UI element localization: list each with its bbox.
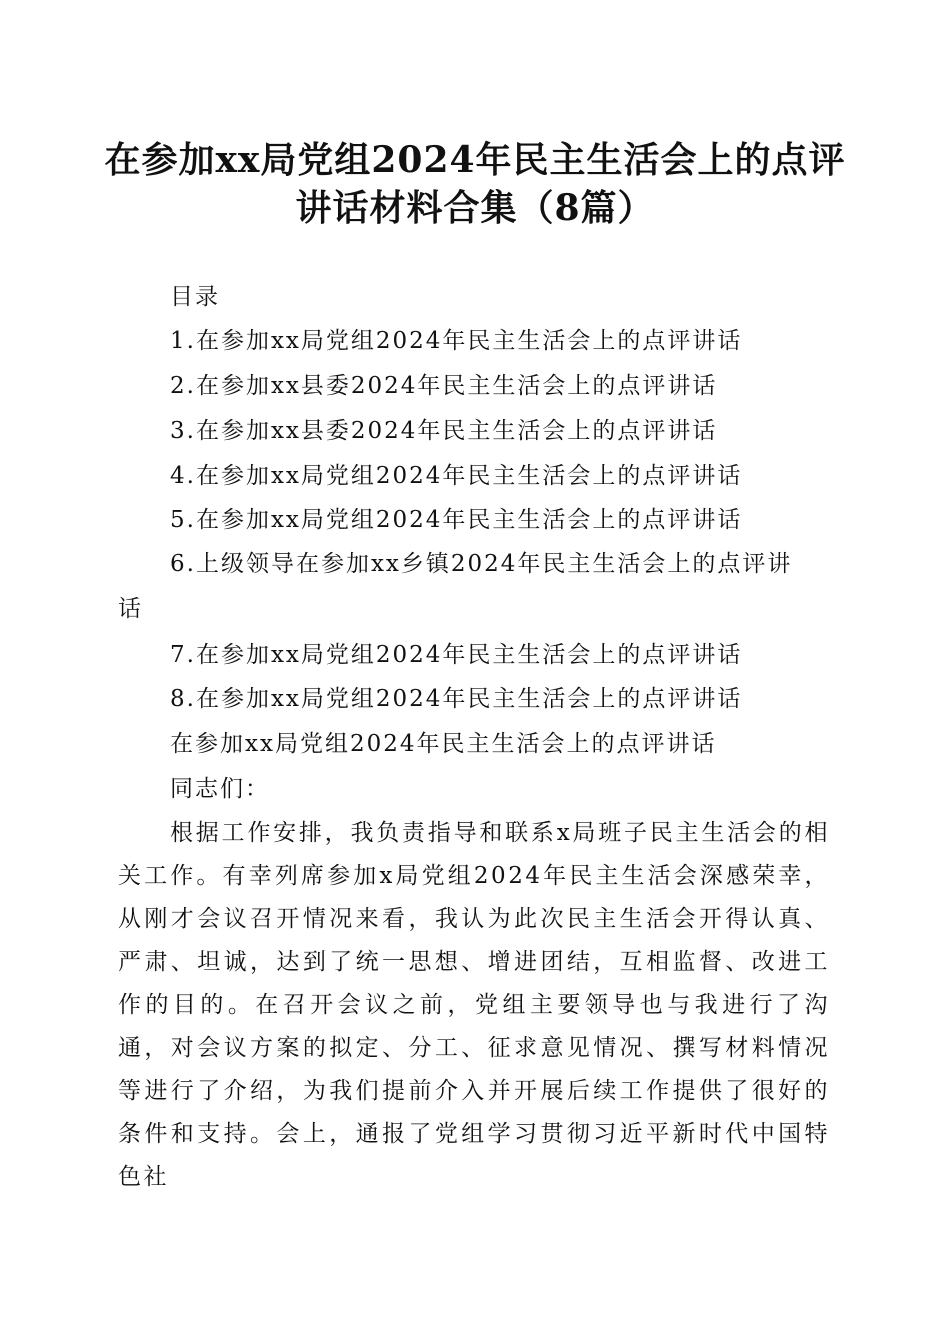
toc-item-2: 2.在参加xx县委2024年民主生活会上的点评讲话: [170, 373, 718, 399]
toc-item-6-continuation: 话: [118, 596, 143, 622]
title-line-2: 讲话材料合集（8篇）: [295, 187, 655, 229]
toc-item-5: 5.在参加xx局党组2024年民主生活会上的点评讲话: [170, 507, 743, 533]
toc-heading: 目录: [170, 284, 220, 310]
toc-item-8: 8.在参加xx局党组2024年民主生活会上的点评讲话: [170, 686, 743, 712]
title-line-1: 在参加xx局党组2024年民主生活会上的点评: [104, 139, 846, 181]
toc-item-4: 4.在参加xx局党组2024年民主生活会上的点评讲话: [170, 463, 743, 489]
document-title: [100, 136, 850, 232]
toc-item-6: 6.上级领导在参加xx乡镇2024年民主生活会上的点评讲: [170, 551, 793, 577]
body-paragraph: 根据工作安排，我负责指导和联系x局班子民主生活会的相关工作。有幸列席参加x局党组2024年民主生活会深感荣幸，从刚才会议召开情况来看，我认为此次民主生活会开得认真、严肃、坦诚，达到了统一思想、增进团结，互相监督、改进工作的目的。在召开会议之前，党组主要领导也与我进行了沟通，对会议方案的拟定、分工、征求意见情况、撰写材料情况等进行了介绍，为我们提前介入并开展后续工作提供了很好的条件和支持。会上，通报了党组学习贯彻习近平新时代中国特色社: [118, 820, 830, 1190]
toc-item-1: 1.在参加xx局党组2024年民主生活会上的点评讲话: [170, 328, 743, 354]
toc-item-7: 7.在参加xx局党组2024年民主生活会上的点评讲话: [170, 642, 743, 668]
toc-item-3: 3.在参加xx县委2024年民主生活会上的点评讲话: [170, 418, 718, 444]
section-title: 在参加xx局党组2024年民主生活会上的点评讲话: [170, 731, 717, 757]
salutation: 同志们：: [170, 776, 270, 802]
